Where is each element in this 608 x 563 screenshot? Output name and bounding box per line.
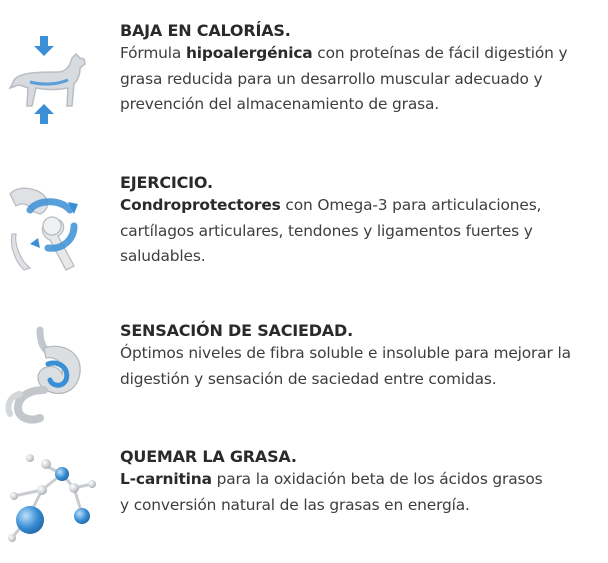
feature-description xyxy=(120,341,600,392)
desc-text: Fórmula xyxy=(120,44,186,62)
desc-text: grasa reducida para un desarrollo muscular adecuado y xyxy=(120,69,543,88)
desc-text: y conversión natural de las grasas en energía. xyxy=(120,495,470,514)
feature-description xyxy=(120,41,600,118)
dog-weight-icon xyxy=(0,28,100,138)
desc-text: con proteínas de fácil digestión y xyxy=(312,44,568,62)
desc-text: cartílagos articulares, tendones y ligamentos fuertes y xyxy=(120,221,533,240)
hip-joint-icon xyxy=(0,174,100,284)
desc-text: digestión y sensación de saciedad entre comidas. xyxy=(120,369,497,388)
feature-title: QUEMAR LA GRASA. xyxy=(120,447,297,466)
desc-text: Óptimos niveles de fibra soluble e insoluble para mejorar la xyxy=(120,344,571,362)
desc-text: con Omega-3 para articulaciones, xyxy=(280,196,542,214)
molecule-icon xyxy=(0,446,100,556)
desc-text: para la oxidación beta de los ácidos grasos xyxy=(211,470,543,488)
feature-title: BAJA EN CALORÍAS. xyxy=(120,21,291,40)
desc-highlight: hipoalergénica xyxy=(185,44,313,62)
desc-text: saludables. xyxy=(120,247,206,265)
feature-description xyxy=(120,467,600,518)
desc-text: prevención del almacenamiento de grasa. xyxy=(120,95,439,113)
desc-highlight: Condroprotectores xyxy=(120,196,281,214)
feature-title: SENSACIÓN DE SACIEDAD. xyxy=(120,321,353,340)
feature-title: EJERCICIO. xyxy=(120,173,213,192)
desc-highlight: L-carnitina xyxy=(120,470,212,488)
stomach-icon xyxy=(0,324,100,434)
feature-description xyxy=(120,193,600,270)
